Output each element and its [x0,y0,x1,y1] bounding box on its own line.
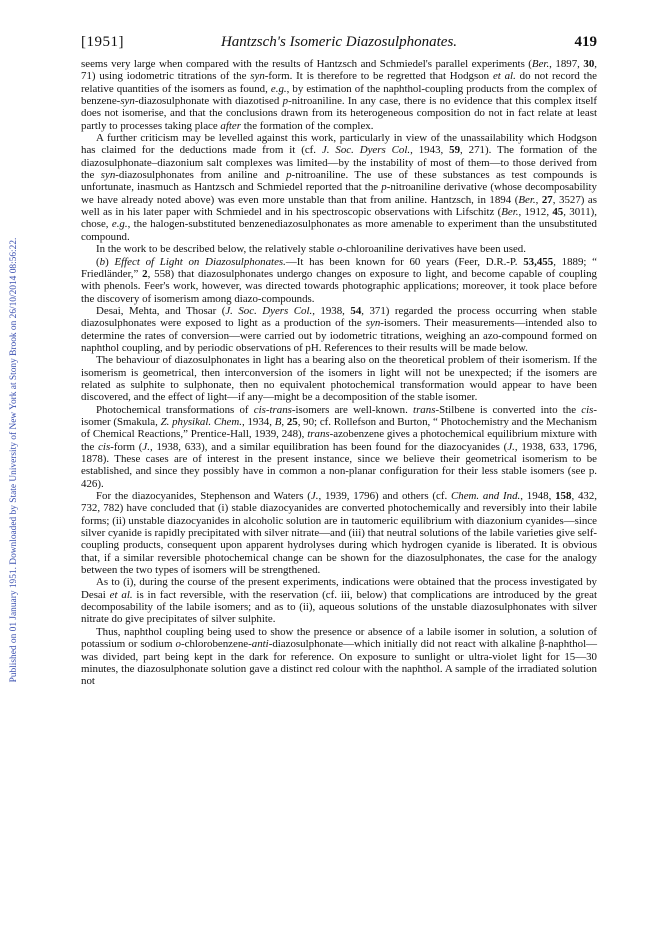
body-paragraph: Photochemical transformations of cis-trans-isomers are well-known. trans-Stilbene is converted into the cis-isomer (Smakula, Z. physikal. Chem., 1934, B, 25, 90; cf. Rollefson and Burton, “ Photochemistry and the Mechanism of Chemical Reactions,” Prentice-Hall, 1939, 248), trans-azobenzene gives a photochemical equilibrium mixture with the cis-form (J., 1938, 633), and a similar equilibration has been found for the diazocyanides (J., 1938, 633, 1796, 1878). These cases are of interest in the present instance, since we believe their geometrical isomerism to be established, and since they possibly have in common a non-planar configuration for their less stable isomers (see p. 426). [81,403,598,490]
download-watermark [0,0,28,936]
header-title: Hantzsch's Isomeric Diazosulphonates. [220,34,458,50]
body-paragraph: A further criticism may be levelled against this work, particularly in view of the unassailability which Hodgson has claimed for the deductions made from it (cf. J. Soc. Dyers Col., 1943, 59, 271). The formation of the diazosulphonate–diazonium salt complexes was limited—by the instability of most of them—to those derived from the syn-diazosulphonates from aniline and p-nitroaniline. The use of these substances as test compounds is unfortunate, inasmuch as Hantzsch and Schmiedel reported that the p-nitroaniline derivative (whose decomposability we have already noted above) was even more unstable than that from aniline. Hantzsch, in 1894 (Ber., 27, 3527) as well as in his later paper with Schmiedel and in his spectroscopic observations with Lifschitz (Ber., 1912, 45, 3011), chose, e.g., the halogen-substituted benzenediazosulphonates as more amenable to experiment than the unsubstituted compound. [81,132,598,243]
body-paragraph: Thus, naphthol coupling being used to show the presence or absence of a labile isomer in solution, a solution of potassium or sodium o-chlorobenzene-anti-diazosulphonate—which initially did not react with alkaline β-naphthol—was divided, part being kept in the dark for reference. On exposure to sunlight or ultra-violet light for 15—30 minutes, the diazosulphonate solution gave a distinct red colour with the naphthol. A sample of the irradiated solution not [81,625,598,688]
body-paragraph: In the work to be described below, the relatively stable o-chloroaniline derivatives have been used. [96,243,526,256]
body-paragraph: seems very large when compared with the results of Hantzsch and Schmiedel's parallel experiments (Ber., 1897, 30, 71) using iodometric titrations of the syn-form. It is therefore to be regretted that Hodgson et al. do not record the relative quantities of the isomers as found, e.g., by estimation of the naphthol-coupling products from the complex of benzene-syn-diazosulphonate with diazotised p-nitroaniline. In any case, there is no evidence that this complex itself does not isomerise, and that the conclusions drawn from its heterogeneous composition do not in fact relate at least partly to processes taking place after the formation of the complex. [81,58,597,132]
body-paragraph: (b) Effect of Light on Diazosulphonates.—It has been known for 60 years (Feer, D.R.-P. 53,455, 1889; “ Friedländer,” 2, 558) that diazosulphonates undergo changes on exposure to light, and become capable of coupling with phenols. Feer's work, however, was directed towards photographic applications; moreover, it took place before the discovery of isomerism among diazo-compounds. [81,255,597,305]
running-header [81,28,597,52]
body-paragraph: For the diazocyanides, Stephenson and Waters (J., 1939, 1796) and others (cf. Chem. and Ind., 1948, 158, 432, 732, 782) have concluded that (i) stable diazocyanides are converted photochemically and reversibly into their labile forms; (ii) unstable diazocyanides in alcoholic solution are in tautomeric equilibrium with diazonium cyanides—since silver cyanide is rapidly precipitated with silver nitrate—and (iii) that neutral solutions of the labile varieties give self-coupling products, consequent upon apparent hydrolyses during which hydrogen cyanide is liberated. It is obvious that, if a similar reversible photochemical change can be shown for the diazosulphonates, the case for the analogy between the two types of isomers will be strengthened. [81,490,598,577]
body-paragraph: As to (i), during the course of the present experiments, indications were obtained that the process investigated by Desai et al. is in fact reversible, with the reservation (cf. iii, below) that complications are introduced by the great decomposability of the labile isomers; and as to (ii), aqueous solutions of the unstable diazosulphonates with silver nitrate do give precipitates of silver sulphite. [81,576,597,626]
download-watermark-text: Published on 01 January 1951. Downloaded by State University of New York at Stony Brook on 26/10/2014 08:56:22. [9,237,19,683]
body-paragraph: The behaviour of diazosulphonates in light has a bearing also on the theoretical problem of their isomerism. If the isomerism is geometrical, then interconversion of the isomers in light will not be unexpected; if the isomers are related as sulphite to sulphonate, then no equivalent photochemical transformation would appear to have been discovered, and the effect of light—if any—might be a decomposition of the stable isomer. [81,354,597,404]
body-paragraph: Desai, Mehta, and Thosar (J. Soc. Dyers Col., 1938, 54, 371) regarded the process occurring when stable diazosulphonates were exposed to light as a production of the syn-isomers. Their measurements—intended also to determine the rates of conversion—were carried out by iodometric titrations, weighing an azo-compound formed on naphthol coupling, and by periodic observations of pH. References to their results will be made below. [81,304,597,354]
header-year: [1951] [81,34,124,50]
page-number: 419 [574,34,597,50]
article-body [81,58,597,688]
